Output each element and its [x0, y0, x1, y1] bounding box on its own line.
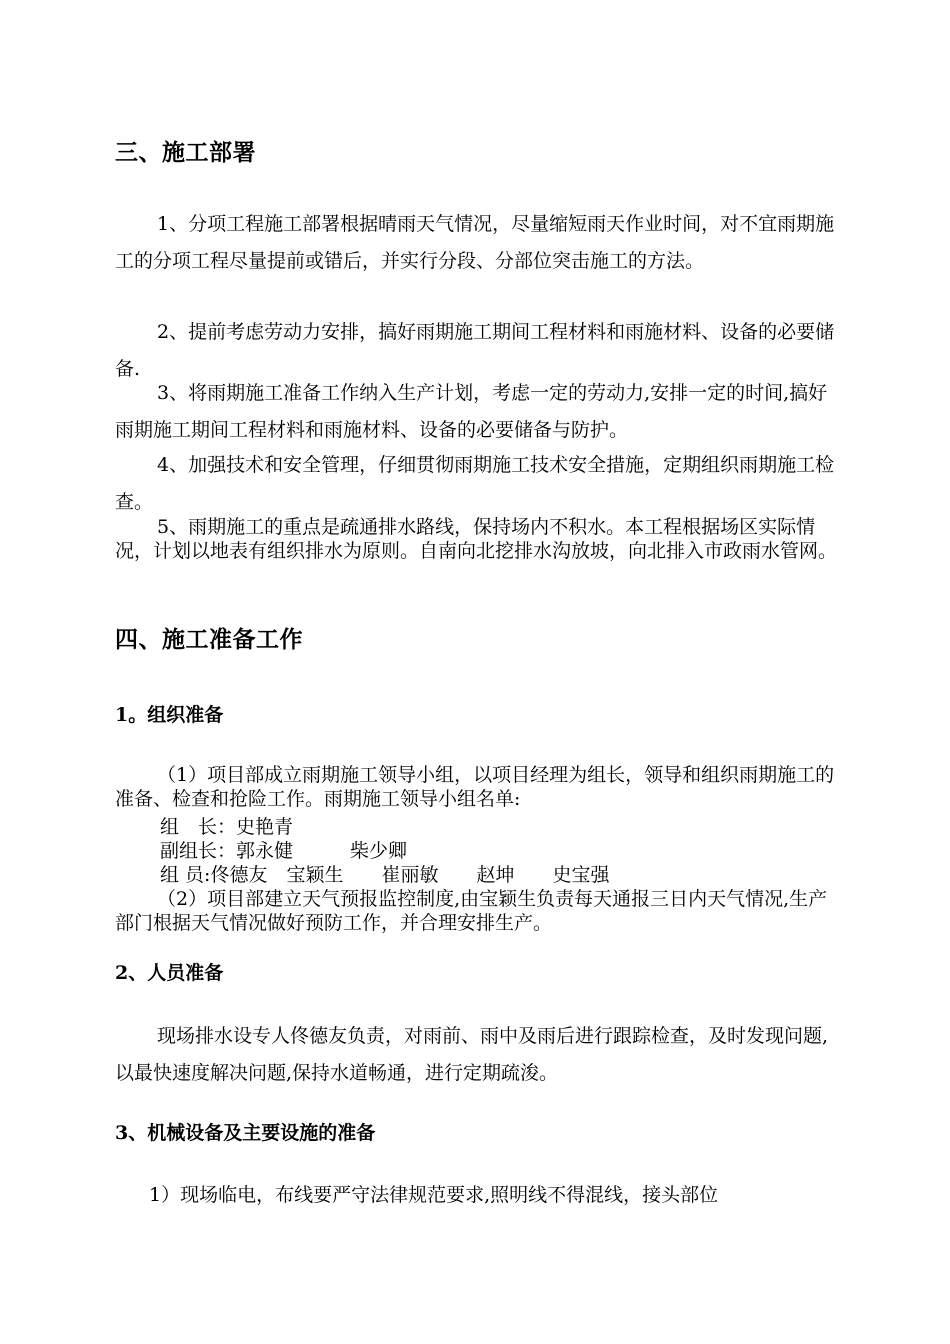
- subsection-1-heading: 1。组织准备: [115, 704, 224, 726]
- subsection-1-paragraph-1: （1）项目部成立雨期施工领导小组，以项目经理为组长，领导和组织雨期施工的准备、检查和抢险工作。雨期施工领导小组名单:: [115, 764, 835, 810]
- section-3-paragraph-3: 3、将雨期施工准备工作纳入生产计划，考虑一定的劳动力,安排一定的时间,搞好雨期施工期间工程材料和雨施材料、设备的必要储备与防护。: [115, 382, 828, 441]
- roster-members: 组 员:佟德友 宝颖生 崔丽敏 赵坤 史宝强: [160, 864, 610, 886]
- subsection-2-heading: 2、人员准备: [115, 962, 224, 984]
- subsection-2-paragraph-1: 现场排水设专人佟德友负责，对雨前、雨中及雨后进行跟踪检查，及时发现问题,以最快速度解决问题,保持水道畅通，进行定期疏浚。: [115, 1025, 829, 1084]
- roster-leader: 组 长：史艳青: [160, 816, 294, 838]
- section-3-paragraph-5: 5、雨期施工的重点是疏通排水路线，保持场内不积水。本工程根据场区实际情况，计划以地表有组织排水为原则。自南向北挖排水沟放坡，向北排入市政雨水管网。: [115, 516, 838, 562]
- subsection-3-paragraph-1: 1）现场临电，布线要严守法律规范要求,照明线不得混线，接头部位: [149, 1184, 719, 1206]
- section-4-heading: 四、施工准备工作: [115, 626, 303, 653]
- section-3-paragraph-2: 2、提前考虑劳动力安排，搞好雨期施工期间工程材料和雨施材料、设备的必要储备.: [115, 321, 835, 380]
- roster-deputy: 副组长：郭永健 柴少卿: [160, 840, 408, 862]
- subsection-3-heading: 3、机械设备及主要设施的准备: [115, 1122, 376, 1144]
- section-3-paragraph-4: 4、加强技术和安全管理，仔细贯彻雨期施工技术安全措施，定期组织雨期施工检查。: [115, 454, 835, 513]
- subsection-1-paragraph-2: （2）项目部建立天气预报监控制度,由宝颖生负责每天通报三日内天气情况,生产部门根据天气情况做好预防工作，并合理安排生产。: [115, 888, 828, 934]
- section-3-paragraph-1: 1、分项工程施工部署根据晴雨天气情况，尽量缩短雨天作业时间，对不宜雨期施工的分项工程尽量提前或错后，并实行分段、分部位突击施工的方法。: [115, 213, 835, 272]
- section-3-heading: 三、施工部署: [115, 139, 256, 166]
